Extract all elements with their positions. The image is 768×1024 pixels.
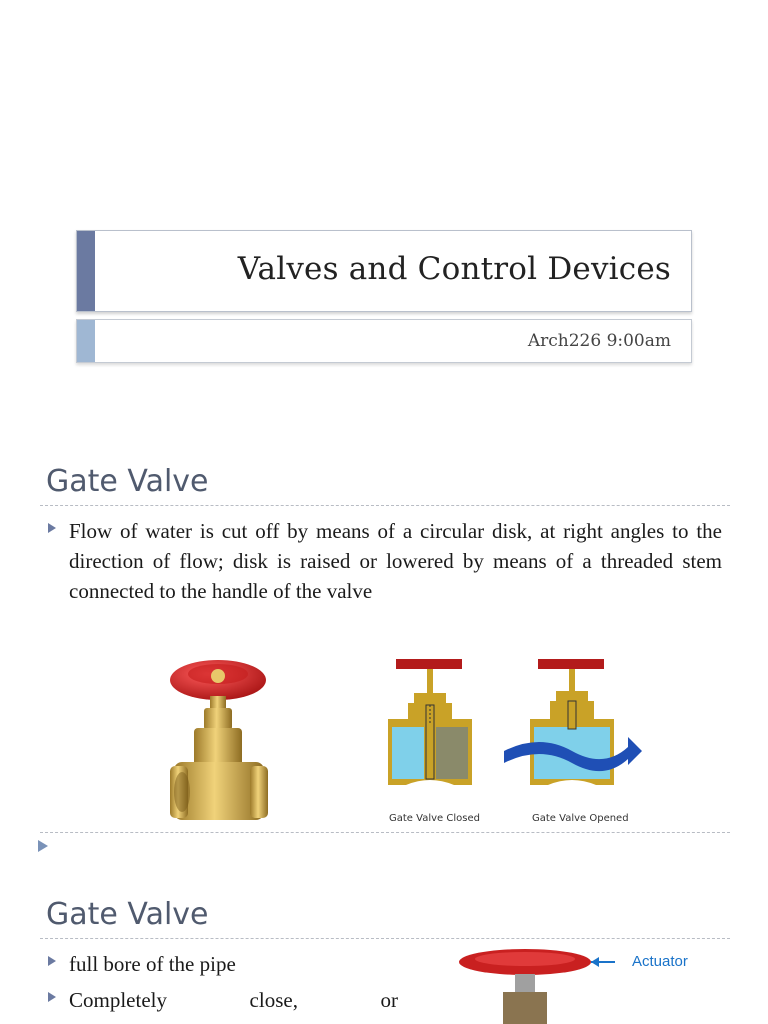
heading-divider xyxy=(40,505,730,506)
actuator-valve-image xyxy=(455,940,615,1024)
title-box xyxy=(76,230,692,312)
slide3-heading: Gate Valve xyxy=(46,897,209,932)
title-accent-bar xyxy=(77,231,95,311)
bullet-text: Flow of water is cut off by means of a circular disk, at right angles to the direction of flow; disk is raised or lowered by means of a threaded stem connected to the handle of the valve xyxy=(69,519,722,603)
bullet-arrow-icon xyxy=(48,523,56,533)
bullet-arrow-icon xyxy=(48,992,56,1002)
actuator-label: Actuator xyxy=(632,953,688,970)
presentation-title: Valves and Control Devices xyxy=(237,251,671,287)
bullet-arrow-icon xyxy=(48,956,56,966)
bullet-text: Completely close, or xyxy=(69,988,398,1012)
heading-divider xyxy=(40,938,730,939)
subtitle-box xyxy=(76,319,692,363)
slide2-bullet xyxy=(48,516,722,606)
caption-gate-valve-closed: Gate Valve Closed xyxy=(389,813,480,824)
slide3-bullet xyxy=(48,985,398,1015)
slide2-heading: Gate Valve xyxy=(46,464,209,499)
bullet-text: full bore of the pipe xyxy=(69,952,236,976)
brass-gate-valve-image xyxy=(160,650,280,830)
gate-valve-opened-diagram xyxy=(500,655,645,790)
subtitle-accent-bar xyxy=(77,320,95,362)
slide3-bullet xyxy=(48,949,398,979)
presentation-subtitle: Arch226 9:00am xyxy=(527,331,671,351)
slide-divider xyxy=(40,832,730,833)
gate-valve-closed-diagram xyxy=(384,655,476,790)
caption-gate-valve-opened: Gate Valve Opened xyxy=(532,813,629,824)
slide-nav-arrow-icon[interactable] xyxy=(38,840,48,852)
